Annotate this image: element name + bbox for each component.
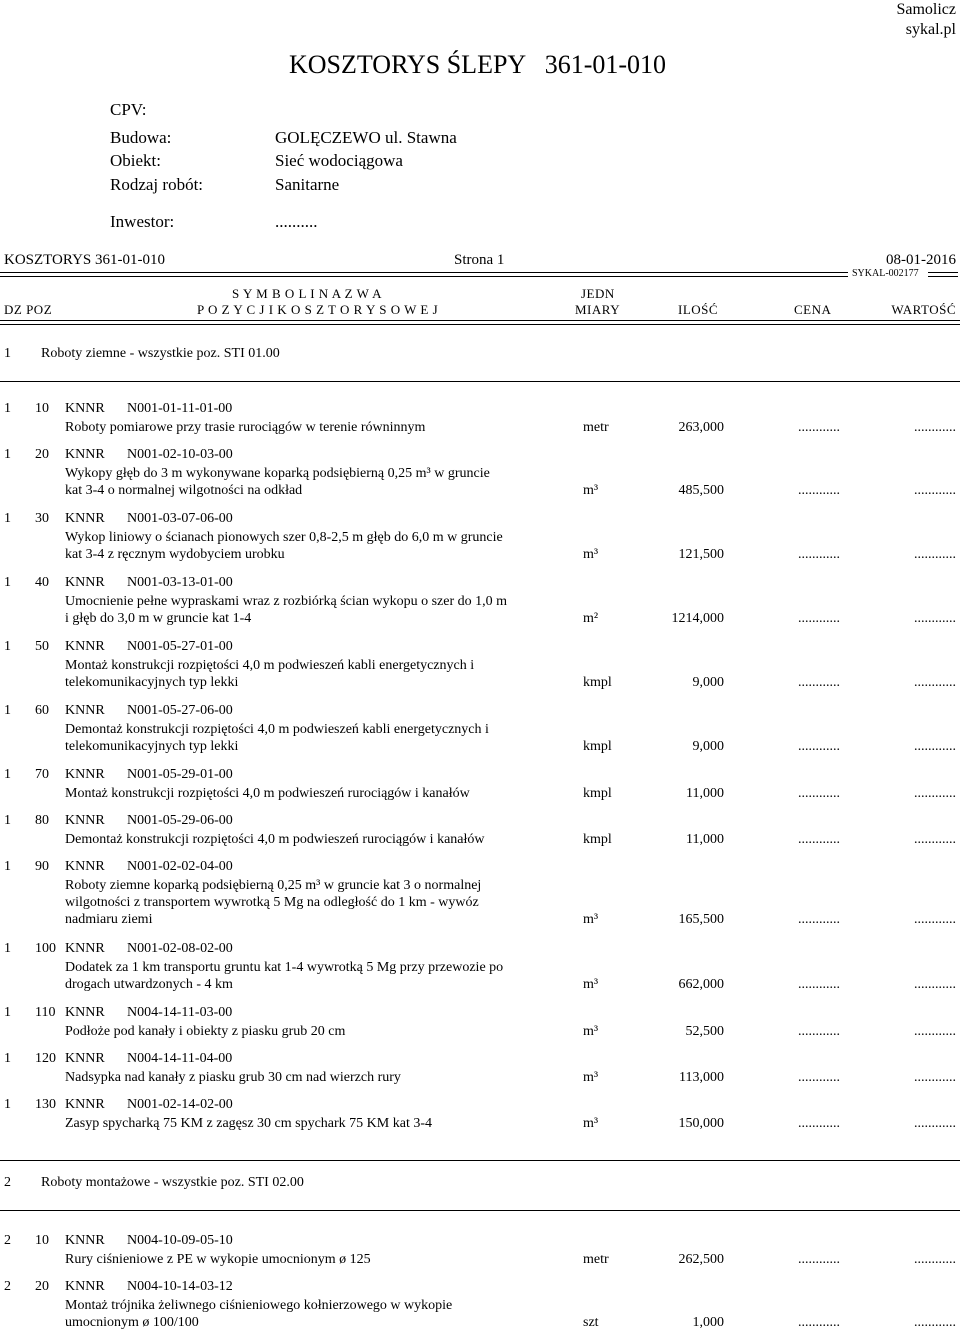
item-value: ............ [914, 739, 956, 754]
item-description-line: Wykop liniowy o ścianach pionowych szer 0,8-2,5 m głęb do 6,0 m w gruncie [65, 530, 503, 545]
section-heading [4, 1175, 304, 1191]
budowa-label: Budowa: [110, 128, 172, 147]
inwestor-label: Inwestor: [110, 212, 175, 231]
item-quantity: 485,500 [678, 483, 724, 498]
item-dz: 1 [4, 639, 11, 654]
item-description-line: Roboty ziemne koparką podsiębierną 0,25 m³ w gruncie kat 3 o normalnej [65, 878, 482, 893]
item-dz: 1 [4, 511, 11, 526]
item-source: KNNR [65, 941, 105, 956]
item-description [65, 1297, 452, 1331]
item-quantity: 165,500 [678, 912, 724, 927]
inwestor-value: .......... [275, 212, 318, 231]
item-quantity: 11,000 [686, 832, 724, 847]
item-dz: 1 [4, 941, 11, 956]
item-unit: m³ [583, 483, 599, 498]
item-quantity: 262,500 [678, 1252, 724, 1267]
item-description-line: kat 3-4 o normalnej wilgotności na odkład [65, 483, 303, 498]
header-double-rule-end [928, 272, 958, 277]
item-value: ............ [914, 675, 956, 690]
item-code: N001-03-13-01-00 [127, 575, 233, 590]
item-poz: 20 [35, 447, 49, 462]
item-description-line: Umocnienie pełne wypraskami wraz z rozbiórką ścian wykopu o szer do 1,0 m [65, 594, 508, 609]
item-price: ............ [798, 547, 840, 562]
item-description-line: drogach utwardzonych - 4 km [65, 977, 233, 992]
item-code-line [4, 446, 233, 463]
item-description [65, 721, 489, 755]
item-code-line [4, 574, 233, 591]
header-date: 08-01-2016 [886, 252, 956, 268]
item-value: ............ [914, 1024, 956, 1039]
section-number: 2 [4, 1175, 11, 1190]
item-unit: m² [583, 611, 599, 626]
item-description [65, 419, 425, 436]
item-description-line: telekomunikacyjnych typ lekki [65, 739, 239, 754]
item-quantity: 263,000 [678, 420, 724, 435]
item-unit: kmpl [583, 832, 612, 847]
rodzaj-label: Rodzaj robót: [110, 175, 204, 194]
section-rule [0, 381, 960, 382]
section-number: 1 [4, 346, 11, 361]
col-ilosc: ILOŚĆ [678, 302, 719, 317]
item-unit: metr [583, 420, 609, 435]
item-poz: 10 [35, 1233, 49, 1248]
item-description [65, 1023, 345, 1040]
item-code-line [4, 940, 233, 957]
item-description-line: Dodatek za 1 km transportu gruntu kat 1-4 wywrotką 5 Mg przy przewozie po [65, 960, 504, 975]
item-value: ............ [914, 483, 956, 498]
item-poz: 50 [35, 639, 49, 654]
item-description [65, 785, 470, 802]
item-value: ............ [914, 1116, 956, 1131]
item-price: ............ [798, 1116, 840, 1131]
item-source: KNNR [65, 1097, 105, 1112]
item-price: ............ [798, 483, 840, 498]
item-description [65, 1069, 401, 1086]
item-value: ............ [914, 547, 956, 562]
item-source: KNNR [65, 1279, 105, 1294]
item-quantity: 9,000 [692, 739, 724, 754]
item-description-line: umocnionym ø 100/100 [65, 1315, 199, 1330]
item-code: N004-14-11-04-00 [127, 1051, 233, 1066]
item-value: ............ [914, 786, 956, 801]
item-description [65, 959, 503, 993]
page-title: KOSZTORYS ŚLEPY 361-01-010 [289, 50, 667, 79]
section-title: Roboty montażowe - wszystkie poz. STI 02.00 [41, 1175, 304, 1190]
item-dz: 1 [4, 1051, 11, 1066]
section-rule [0, 1210, 960, 1211]
corner-line-2: sykal.pl [905, 21, 956, 38]
item-description [65, 465, 490, 499]
item-dz: 1 [4, 767, 11, 782]
item-value: ............ [914, 1252, 956, 1267]
item-value: ............ [914, 611, 956, 626]
item-description-line: telekomunikacyjnych typ lekki [65, 675, 239, 690]
header-double-rule [0, 272, 848, 277]
item-quantity: 113,000 [679, 1070, 724, 1085]
item-poz: 100 [35, 941, 56, 956]
item-source: KNNR [65, 575, 105, 590]
item-unit: kmpl [583, 786, 612, 801]
item-code: N001-02-08-02-00 [127, 941, 233, 956]
item-dz: 2 [4, 1279, 11, 1294]
item-description-line: wilgotności z transportem wywrotką 5 Mg na odległość do 1 km - wywóz [65, 895, 479, 910]
item-description [65, 593, 507, 627]
col-pozycji: P O Z Y C J I K O S Z T O R Y S O W E J [197, 302, 439, 317]
item-unit: m³ [583, 547, 599, 562]
item-description-line: i głęb do 3,0 m w gruncie kat 1-4 [65, 611, 252, 626]
item-description-line: Rury ciśnieniowe z PE w wykopie umocnionym ø 125 [65, 1252, 371, 1267]
section-rule [0, 1160, 960, 1161]
item-source: KNNR [65, 1051, 105, 1066]
item-code: N001-01-11-01-00 [127, 401, 233, 416]
item-source: KNNR [65, 813, 105, 828]
cpv-label: CPV: [110, 100, 147, 119]
item-description-line: Montaż konstrukcji rozpiętości 4,0 m podwieszeń rurociągów i kanałów [65, 786, 470, 801]
item-price: ............ [798, 675, 840, 690]
item-description-line: Demontaż konstrukcji rozpiętości 4,0 m podwieszeń rurociągów i kanałów [65, 832, 485, 847]
item-description-line: Montaż konstrukcji rozpiętości 4,0 m podwieszeń kabli energetycznych i [65, 658, 475, 673]
item-code-line [4, 510, 233, 527]
item-unit: kmpl [583, 675, 612, 690]
col-miary: MIARY [575, 302, 621, 317]
item-description-line: Montaż trójnika żeliwnego ciśnieniowego kołnierzowego w wykopie [65, 1298, 453, 1313]
item-code: N001-03-07-06-00 [127, 511, 233, 526]
item-source: KNNR [65, 639, 105, 654]
obiekt-label: Obiekt: [110, 151, 161, 170]
item-code-line [4, 702, 233, 719]
item-source: KNNR [65, 401, 105, 416]
item-price: ............ [798, 420, 840, 435]
item-quantity: 121,500 [678, 547, 724, 562]
corner-line-1: Samolicz [896, 1, 956, 18]
col-dz-poz: DZ POZ [4, 302, 53, 317]
item-description-line: nadmiaru ziemi [65, 912, 153, 927]
item-code-line [4, 1004, 232, 1021]
section-title: Roboty ziemne - wszystkie poz. STI 01.00 [41, 346, 280, 361]
item-poz: 120 [35, 1051, 56, 1066]
item-price: ............ [798, 912, 840, 927]
item-dz: 1 [4, 1097, 11, 1112]
item-value: ............ [914, 912, 956, 927]
item-description-line: Podłoże pod kanały i obiekty z piasku grub 20 cm [65, 1024, 346, 1039]
item-code-line [4, 1096, 233, 1113]
item-poz: 40 [35, 575, 49, 590]
item-quantity: 11,000 [686, 786, 724, 801]
item-description-line: Wykopy głęb do 3 m wykonywane koparką podsiębierną 0,25 m³ w gruncie [65, 466, 490, 481]
item-price: ............ [798, 739, 840, 754]
item-code-line [4, 1232, 233, 1249]
obiekt-value: Sieć wodociągowa [275, 151, 403, 170]
item-dz: 1 [4, 859, 11, 874]
header-code: SYKAL-002177 [852, 268, 919, 279]
item-description [65, 831, 485, 848]
item-poz: 60 [35, 703, 49, 718]
item-value: ............ [914, 832, 956, 847]
item-code-line [4, 766, 233, 783]
item-code-line [4, 1050, 232, 1067]
item-dz: 1 [4, 703, 11, 718]
item-description-line: Zasyp spycharką 75 KM z zagęsz 30 cm spychark 75 KM kat 3-4 [65, 1116, 433, 1131]
budowa-value: GOLĘCZEWO ul. Stawna [275, 128, 457, 147]
rodzaj-value: Sanitarne [275, 175, 340, 194]
item-poz: 110 [35, 1005, 56, 1020]
item-poz: 90 [35, 859, 49, 874]
item-unit: kmpl [583, 739, 612, 754]
item-code-line [4, 638, 233, 655]
item-code: N004-10-09-05-10 [127, 1233, 233, 1248]
item-source: KNNR [65, 767, 105, 782]
item-code: N001-05-29-06-00 [127, 813, 233, 828]
item-description [65, 657, 474, 691]
item-price: ............ [798, 611, 840, 626]
item-code: N001-02-14-02-00 [127, 1097, 233, 1112]
item-value: ............ [914, 1070, 956, 1085]
item-description-line: Roboty pomiarowe przy trasie rurociągów w terenie równinnym [65, 420, 426, 435]
item-source: KNNR [65, 511, 105, 526]
item-description-line: Nadsypka nad kanały z piasku grub 30 cm nad wierzch rury [65, 1070, 401, 1085]
item-dz: 1 [4, 575, 11, 590]
item-source: KNNR [65, 859, 105, 874]
col-jedn: JEDN [581, 286, 615, 301]
item-source: KNNR [65, 1233, 105, 1248]
item-code: N001-02-02-04-00 [127, 859, 233, 874]
item-description [65, 529, 503, 563]
item-poz: 10 [35, 401, 49, 416]
item-quantity: 1,000 [692, 1315, 724, 1330]
item-quantity: 662,000 [678, 977, 724, 992]
section-heading [4, 346, 280, 362]
item-quantity: 1214,000 [671, 611, 724, 626]
item-description-line: kat 3-4 z ręcznym wydobyciem urobku [65, 547, 285, 562]
item-poz: 70 [35, 767, 49, 782]
item-description [65, 1251, 371, 1268]
item-code-line [4, 858, 233, 875]
item-unit: szt [583, 1315, 599, 1330]
item-unit: m³ [583, 1024, 599, 1039]
item-code: N004-10-14-03-12 [127, 1279, 233, 1294]
item-code: N001-02-10-03-00 [127, 447, 233, 462]
col-cena: CENA [794, 302, 832, 317]
item-poz: 130 [35, 1097, 56, 1112]
columns-double-rule [0, 320, 960, 325]
item-price: ............ [798, 786, 840, 801]
item-poz: 80 [35, 813, 49, 828]
item-source: KNNR [65, 703, 105, 718]
item-description [65, 1115, 432, 1132]
col-wartosc: WARTOŚĆ [891, 302, 956, 317]
item-price: ............ [798, 832, 840, 847]
item-code-line [4, 400, 232, 417]
item-price: ............ [798, 1024, 840, 1039]
item-quantity: 150,000 [678, 1116, 724, 1131]
col-symbol: S Y M B O L I N A Z W A [232, 286, 383, 301]
item-code-line [4, 812, 233, 829]
item-unit: metr [583, 1252, 609, 1267]
item-price: ............ [798, 977, 840, 992]
item-price: ............ [798, 1070, 840, 1085]
item-value: ............ [914, 977, 956, 992]
item-dz: 1 [4, 447, 11, 462]
item-code: N001-05-27-06-00 [127, 703, 233, 718]
item-poz: 20 [35, 1279, 49, 1294]
item-price: ............ [798, 1252, 840, 1267]
item-dz: 1 [4, 1005, 11, 1020]
item-unit: m³ [583, 1116, 599, 1131]
item-dz: 1 [4, 401, 11, 416]
item-code-line [4, 1278, 233, 1295]
item-unit: m³ [583, 1070, 599, 1085]
header-left: KOSZTORYS 361-01-010 [4, 252, 165, 268]
item-poz: 30 [35, 511, 49, 526]
corner-brand [896, 0, 956, 40]
item-price: ............ [798, 1315, 840, 1330]
item-code: N001-05-27-01-00 [127, 639, 233, 654]
item-value: ............ [914, 420, 956, 435]
item-unit: m³ [583, 977, 599, 992]
item-source: KNNR [65, 1005, 105, 1020]
item-dz: 2 [4, 1233, 11, 1248]
header-page-number: Strona 1 [454, 252, 505, 268]
item-quantity: 52,500 [685, 1024, 724, 1039]
item-description-line: Demontaż konstrukcji rozpiętości 4,0 m podwieszeń kabli energetycznych i [65, 722, 489, 737]
item-value: ............ [914, 1315, 956, 1330]
item-code: N004-14-11-03-00 [127, 1005, 233, 1020]
item-source: KNNR [65, 447, 105, 462]
item-quantity: 9,000 [692, 675, 724, 690]
item-code: N001-05-29-01-00 [127, 767, 233, 782]
item-dz: 1 [4, 813, 11, 828]
item-description [65, 877, 481, 928]
item-unit: m³ [583, 912, 599, 927]
